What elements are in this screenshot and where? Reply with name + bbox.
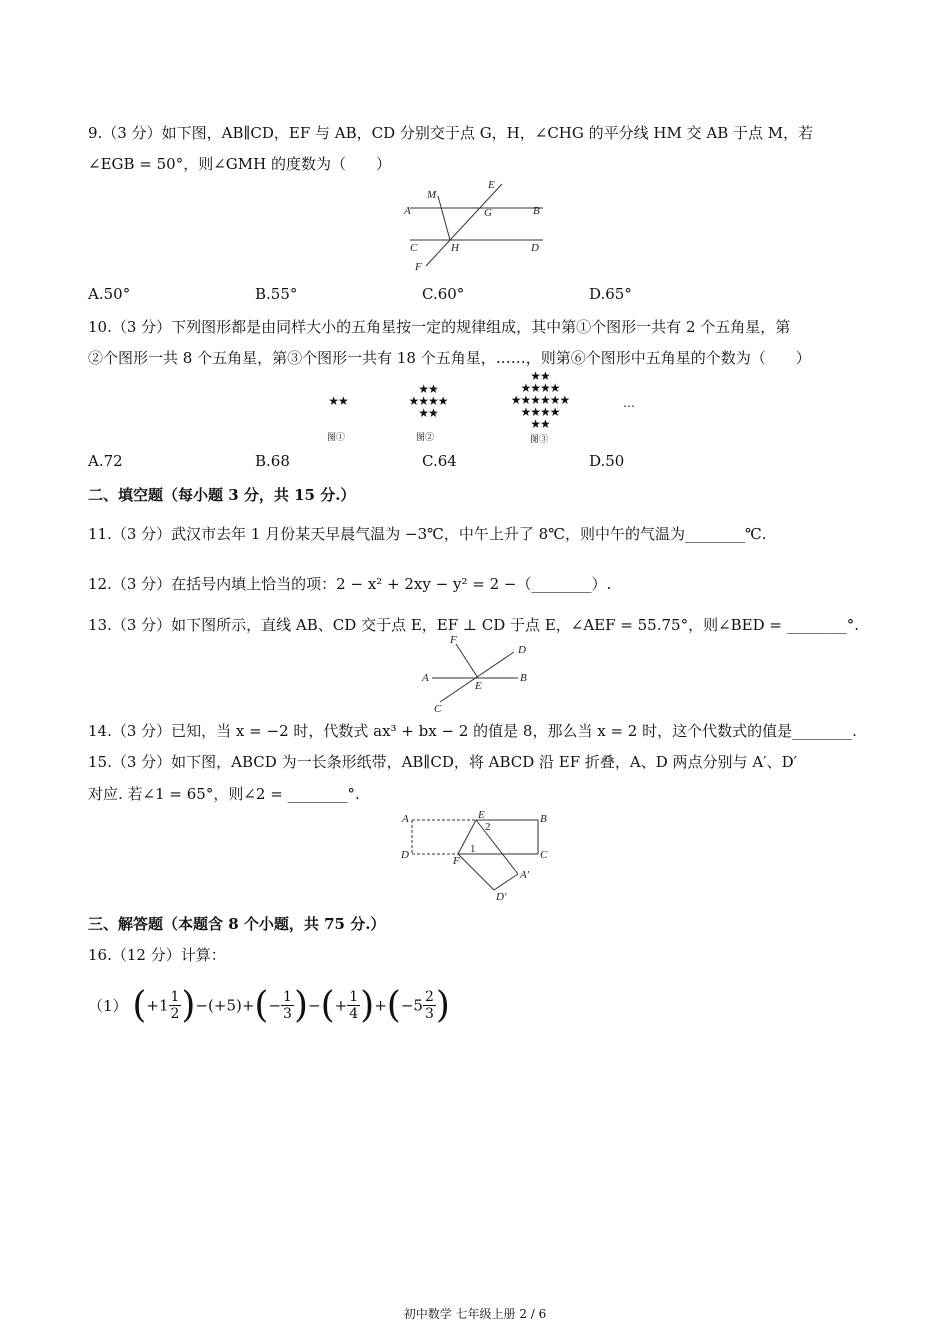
q9-label-g: G [484,207,492,219]
q13-label-f: F [450,634,457,646]
q13-label-c: C [434,703,442,714]
q9-label-d: D [531,242,539,254]
q9-label-e: E [488,179,495,191]
q13-label-b: B [520,672,527,684]
q12: 12.（3 分）在括号内填上恰当的项：2 − x² + 2xy − y² = 2 −（________）. [88,575,612,593]
q9-line2: ∠EGB = 50°，则∠GMH 的度数为（ ） [88,155,391,173]
fraction: $\frac{2}{3}$ [424,989,434,1022]
q10-line2: ②个图形一共 8 个五角星，第③个图形一共有 18 个五角星，……，则第⑥个图形中五角星的个数为（ ） [88,349,811,367]
q10-figure-3 [500,370,580,430]
q13-label-d: D [518,644,526,656]
q10-figure-3-label: 图③ [530,435,549,445]
q10-figure-2-label: 图② [416,433,435,443]
expr-term: − [308,996,321,1015]
star-row: ★★★★ [520,405,560,419]
q15-label-d: D [401,849,409,861]
q13-label-a: A [422,672,429,684]
section2-heading: 二、填空题（每小题 3 分，共 15 分.） [88,486,356,504]
q9-label-a: A [404,205,411,217]
expr-term: −5 [400,996,423,1015]
expr-term: +1 [146,996,169,1015]
star-row: ★★ [418,406,438,420]
q9-figure [398,176,553,276]
q15-label-d-prime: D' [496,891,507,903]
q10-option-b[interactable]: B.68 [255,452,290,470]
q9-option-d[interactable]: D.65° [589,285,632,303]
q15-label-a-prime: A' [520,869,530,881]
q15-label-e: E [478,809,485,821]
star-row: ★★ [530,369,550,383]
q9-label-h: H [451,242,459,254]
q15-label-a: A [402,813,409,825]
star-row: ★★ [328,394,348,408]
q9-label-c: C [410,242,418,254]
q13-label-e: E [475,680,482,692]
q13-figure [418,632,538,714]
q15-label-f: F [453,855,460,867]
q15-label-1: 1 [470,843,476,855]
q14: 14.（3 分）已知，当 x = −2 时，代数式 ax³ + bx − 2 的值是 8，那么当 x = 2 时，这个代数式的值是________. [88,722,857,740]
q15-line2: 对应. 若∠1 = 65°，则∠2 = ________°. [88,785,360,803]
q11: 11.（3 分）武汉市去年 1 月份某天早晨气温为 −3℃，中午上升了 8℃，则中午的气温为________℃. [88,525,767,543]
q9-label-f: F [415,261,422,273]
q16-part1: （1） (+1 $\frac{1}{2}$ )−(+5)+(− $\frac{1}{3}$ )−(+ $\frac{1}{4}$ )+(−5 $\frac{2}{3}$ ) [88,985,450,1026]
q10-figure-1-label: 图① [327,433,346,443]
q9-line1: 9.（3 分）如下图，AB∥CD，EF 与 AB，CD 分别交于点 G，H，∠CHG 的平分线 HM 交 AB 于点 M，若 [88,124,814,142]
q10-figure-1 [318,395,358,407]
q13-text: 13.（3 分）如下图所示，直线 AB、CD 交于点 E，EF ⊥ CD 于点 E，∠AEF = 55.75°，则∠BED = ________°. [88,616,860,634]
q10-figure-2 [398,383,458,419]
q10-option-c[interactable]: C.64 [422,452,457,470]
star-row: ★★★★ [520,381,560,395]
q9-option-a[interactable]: A.50° [88,285,131,303]
star-row: ★★★★★★ [510,393,570,407]
q15-line1: 15.（3 分）如下图，ABCD 为一长条形纸带，AB∥CD，将 ABCD 沿 EF 折叠，A、D 两点分别与 A′、D′ [88,753,797,771]
expr-term: + [334,996,348,1015]
fraction: $\frac{1}{3}$ [283,989,292,1022]
q16-title: 16.（12 分）计算： [88,946,226,964]
q10-option-d[interactable]: D.50 [589,452,625,470]
q15-label-b: B [540,813,547,825]
q15-label-c: C [540,849,548,861]
q10-line1: 10.（3 分）下列图形都是由同样大小的五角星按一定的规律组成，其中第①个图形一共有 2 个五角星，第 [88,318,791,336]
fraction: $\frac{1}{2}$ [170,989,180,1022]
q10-option-a[interactable]: A.72 [88,452,123,470]
q9-option-b[interactable]: B.55° [255,285,298,303]
expr-term: − [268,996,282,1015]
q9-option-c[interactable]: C.60° [422,285,465,303]
star-row: ★★ [530,417,550,431]
q15-label-2: 2 [485,821,491,833]
expr-term: −(+5)+ [195,996,255,1015]
q9-label-m: M [427,189,437,201]
q9-label-b: B [533,205,540,217]
q16-part1-label: （1） [88,997,128,1015]
q15-figure [398,808,558,904]
expr-term: + [374,996,387,1015]
section3-heading: 三、解答题（本题含 8 个小题，共 75 分.） [88,915,386,933]
star-row: ★★★★ [408,394,448,408]
star-row: ★★ [418,382,438,396]
page-footer: 初中数学 七年级上册 2 / 6 [403,1307,547,1321]
fraction: $\frac{1}{4}$ [349,989,359,1022]
q10-ellipsis: … [623,396,635,410]
